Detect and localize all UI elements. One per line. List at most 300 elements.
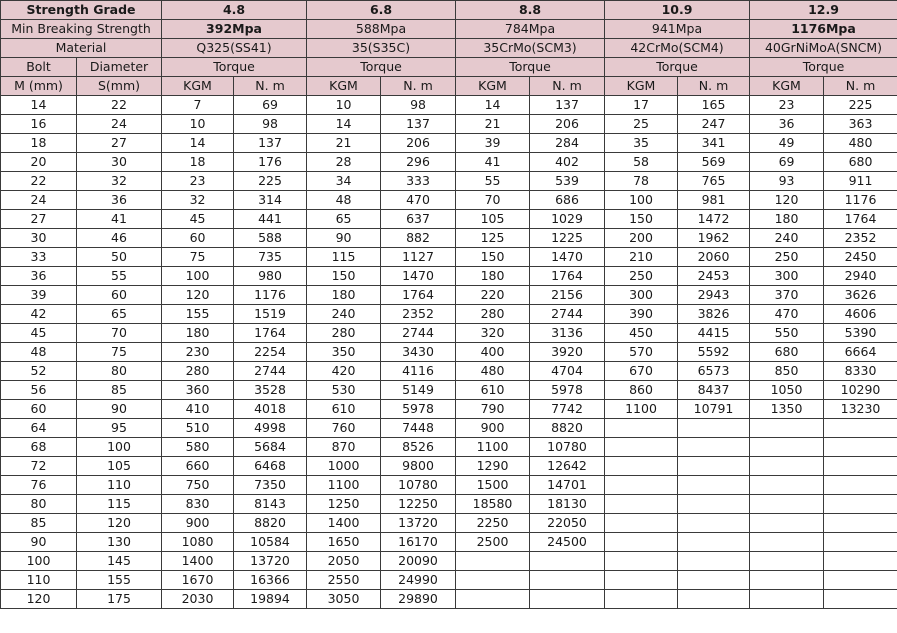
table-cell: 100 [77, 438, 162, 457]
table-cell: 686 [530, 191, 605, 210]
table-row [1, 457, 897, 476]
table-cell: 155 [77, 571, 162, 590]
table-cell: 33 [1, 248, 77, 267]
table-row [1, 324, 897, 343]
table-cell: 360 [162, 381, 234, 400]
table-cell: 410 [162, 400, 234, 419]
table-cell: 3528 [234, 381, 307, 400]
table-row [1, 248, 897, 267]
table-cell: 16 [1, 115, 77, 134]
table-cell: 5592 [678, 343, 750, 362]
table-cell: 49 [750, 134, 824, 153]
table-cell: 2050 [307, 552, 381, 571]
table-cell: 2744 [530, 305, 605, 324]
table-cell: 7448 [381, 419, 456, 438]
kgm-label: KGM [750, 77, 824, 96]
table-cell: 1000 [307, 457, 381, 476]
table-cell: 850 [750, 362, 824, 381]
table-cell: 3430 [381, 343, 456, 362]
table-cell [456, 571, 530, 590]
table-cell: 225 [824, 96, 897, 115]
table-row [1, 210, 897, 229]
breaking-strength-row [1, 20, 897, 39]
table-cell: 550 [750, 324, 824, 343]
table-header [1, 1, 897, 96]
table-cell: 2060 [678, 248, 750, 267]
breaking-strength-label: Min Breaking Strength [1, 20, 162, 39]
table-cell: 314 [234, 191, 307, 210]
table-cell: 1764 [381, 286, 456, 305]
nm-label: N. m [678, 77, 750, 96]
table-cell: 21 [307, 134, 381, 153]
material-label: Material [1, 39, 162, 58]
table-cell: 10 [307, 96, 381, 115]
table-cell: 70 [456, 191, 530, 210]
table-cell: 470 [381, 191, 456, 210]
table-cell: 735 [234, 248, 307, 267]
table-cell: 1100 [456, 438, 530, 457]
table-cell: 80 [1, 495, 77, 514]
table-cell: 2352 [824, 229, 897, 248]
table-cell: 165 [678, 96, 750, 115]
table-cell: 4415 [678, 324, 750, 343]
table-cell: 76 [1, 476, 77, 495]
table-cell: 1650 [307, 533, 381, 552]
table-cell: 8437 [678, 381, 750, 400]
table-cell: 10791 [678, 400, 750, 419]
table-cell: 24 [77, 115, 162, 134]
table-cell: 580 [162, 438, 234, 457]
table-cell: 2744 [234, 362, 307, 381]
table-cell: 22050 [530, 514, 605, 533]
table-cell: 130 [77, 533, 162, 552]
table-cell: 45 [1, 324, 77, 343]
table-cell [530, 590, 605, 609]
table-cell: 206 [530, 115, 605, 134]
table-cell: 8330 [824, 362, 897, 381]
table-cell [678, 419, 750, 438]
table-cell [750, 552, 824, 571]
table-cell: 7 [162, 96, 234, 115]
table-cell: 1080 [162, 533, 234, 552]
table-row [1, 286, 897, 305]
table-cell: 100 [605, 191, 678, 210]
table-cell [678, 552, 750, 571]
table-cell: 882 [381, 229, 456, 248]
table-cell: 200 [605, 229, 678, 248]
table-cell: 85 [77, 381, 162, 400]
breaking-strength-6-8: 588Mpa [307, 20, 456, 39]
table-cell: 20090 [381, 552, 456, 571]
table-row [1, 476, 897, 495]
table-cell: 680 [824, 153, 897, 172]
table-cell: 12250 [381, 495, 456, 514]
table-cell: 637 [381, 210, 456, 229]
table-row [1, 172, 897, 191]
table-cell: 27 [77, 134, 162, 153]
table-cell: 280 [307, 324, 381, 343]
table-cell: 12642 [530, 457, 605, 476]
table-cell: 1290 [456, 457, 530, 476]
grade-12-9: 12.9 [750, 1, 897, 20]
table-cell: 90 [307, 229, 381, 248]
table-cell: 16170 [381, 533, 456, 552]
table-cell: 569 [678, 153, 750, 172]
table-cell: 39 [1, 286, 77, 305]
table-cell: 5978 [530, 381, 605, 400]
torque-heading-row [1, 58, 897, 77]
table-cell: 20 [1, 153, 77, 172]
table-cell: 41 [456, 153, 530, 172]
table-cell [678, 438, 750, 457]
table-cell: 3136 [530, 324, 605, 343]
table-cell: 5149 [381, 381, 456, 400]
table-cell [750, 590, 824, 609]
table-cell: 137 [234, 134, 307, 153]
table-cell: 3826 [678, 305, 750, 324]
table-cell: 588 [234, 229, 307, 248]
table-cell: 911 [824, 172, 897, 191]
table-cell: 13230 [824, 400, 897, 419]
table-cell [678, 571, 750, 590]
table-cell: 370 [750, 286, 824, 305]
table-cell: 280 [162, 362, 234, 381]
table-cell: 36 [77, 191, 162, 210]
table-cell: 75 [162, 248, 234, 267]
torque-label-10-9: Torque [605, 58, 750, 77]
table-cell: 570 [605, 343, 678, 362]
table-cell: 65 [307, 210, 381, 229]
table-cell: 4116 [381, 362, 456, 381]
table-row [1, 229, 897, 248]
table-cell: 39 [456, 134, 530, 153]
table-cell: 230 [162, 343, 234, 362]
table-cell: 240 [307, 305, 381, 324]
table-cell: 900 [162, 514, 234, 533]
table-cell: 48 [307, 191, 381, 210]
table-cell [750, 533, 824, 552]
table-cell: 1519 [234, 305, 307, 324]
table-cell: 110 [77, 476, 162, 495]
table-cell: 6664 [824, 343, 897, 362]
table-cell: 115 [77, 495, 162, 514]
table-cell: 125 [456, 229, 530, 248]
table-cell: 333 [381, 172, 456, 191]
table-cell: 470 [750, 305, 824, 324]
table-cell: 13720 [234, 552, 307, 571]
table-row [1, 362, 897, 381]
table-cell: 36 [1, 267, 77, 286]
table-row [1, 571, 897, 590]
table-cell: 78 [605, 172, 678, 191]
table-row [1, 438, 897, 457]
table-cell: 18 [1, 134, 77, 153]
table-cell: 60 [162, 229, 234, 248]
table-cell: 60 [1, 400, 77, 419]
table-cell: 24 [1, 191, 77, 210]
table-cell: 69 [234, 96, 307, 115]
table-cell: 8820 [234, 514, 307, 533]
breaking-strength-4-8: 392Mpa [162, 20, 307, 39]
table-cell [530, 571, 605, 590]
table-cell: 41 [77, 210, 162, 229]
table-cell: 760 [307, 419, 381, 438]
table-cell: 1350 [750, 400, 824, 419]
table-cell: 4018 [234, 400, 307, 419]
table-cell: 5978 [381, 400, 456, 419]
table-cell: 180 [162, 324, 234, 343]
torque-label-4-8: Torque [162, 58, 307, 77]
table-cell: 105 [77, 457, 162, 476]
table-row [1, 343, 897, 362]
table-cell: 8526 [381, 438, 456, 457]
table-cell: 390 [605, 305, 678, 324]
table-cell: 23 [750, 96, 824, 115]
table-cell: 250 [605, 267, 678, 286]
table-cell: 220 [456, 286, 530, 305]
table-cell: 180 [750, 210, 824, 229]
material-row [1, 39, 897, 58]
table-cell [530, 552, 605, 571]
table-cell: 400 [456, 343, 530, 362]
table-cell: 68 [1, 438, 77, 457]
table-cell: 45 [162, 210, 234, 229]
table-cell: 2943 [678, 286, 750, 305]
material-4-8: Q325(SS41) [162, 39, 307, 58]
table-cell: 5390 [824, 324, 897, 343]
table-cell: 5684 [234, 438, 307, 457]
table-cell [605, 457, 678, 476]
table-cell [824, 590, 897, 609]
table-cell [750, 495, 824, 514]
table-cell: 1764 [824, 210, 897, 229]
table-cell: 14 [1, 96, 77, 115]
table-cell: 32 [77, 172, 162, 191]
table-cell: 180 [307, 286, 381, 305]
table-cell: 7742 [530, 400, 605, 419]
torque-label-6-8: Torque [307, 58, 456, 77]
strength-grade-row [1, 1, 897, 20]
kgm-label: KGM [456, 77, 530, 96]
table-cell: 35 [605, 134, 678, 153]
table-cell: 60 [77, 286, 162, 305]
table-cell: 95 [77, 419, 162, 438]
table-cell: 52 [1, 362, 77, 381]
table-cell: 2744 [381, 324, 456, 343]
table-cell: 18580 [456, 495, 530, 514]
table-cell: 29890 [381, 590, 456, 609]
table-cell: 42 [1, 305, 77, 324]
grade-8-8: 8.8 [456, 1, 605, 20]
table-cell: 980 [234, 267, 307, 286]
table-cell: 4998 [234, 419, 307, 438]
breaking-strength-10-9: 941Mpa [605, 20, 750, 39]
table-row [1, 115, 897, 134]
unit-row [1, 77, 897, 96]
table-cell [824, 514, 897, 533]
table-row [1, 590, 897, 609]
table-cell: 610 [456, 381, 530, 400]
table-cell: 22 [77, 96, 162, 115]
table-cell: 1176 [824, 191, 897, 210]
table-cell: 1764 [530, 267, 605, 286]
table-cell [456, 552, 530, 571]
table-cell: 830 [162, 495, 234, 514]
table-cell: 50 [77, 248, 162, 267]
table-cell: 1764 [234, 324, 307, 343]
table-cell: 24990 [381, 571, 456, 590]
table-cell: 10290 [824, 381, 897, 400]
table-cell [824, 419, 897, 438]
table-cell: 155 [162, 305, 234, 324]
table-cell: 98 [381, 96, 456, 115]
table-row [1, 514, 897, 533]
table-cell: 4704 [530, 362, 605, 381]
table-cell: 2453 [678, 267, 750, 286]
table-cell: 65 [77, 305, 162, 324]
table-cell: 150 [605, 210, 678, 229]
table-cell: 300 [750, 267, 824, 286]
table-row [1, 191, 897, 210]
table-cell: 2156 [530, 286, 605, 305]
table-cell [824, 495, 897, 514]
table-row [1, 381, 897, 400]
table-cell: 790 [456, 400, 530, 419]
table-cell: 660 [162, 457, 234, 476]
table-cell: 25 [605, 115, 678, 134]
table-cell: 1029 [530, 210, 605, 229]
table-cell: 46 [77, 229, 162, 248]
table-cell: 120 [750, 191, 824, 210]
table-cell: 80 [77, 362, 162, 381]
material-10-9: 42CrMo(SCM4) [605, 39, 750, 58]
table-cell: 441 [234, 210, 307, 229]
table-cell: 85 [1, 514, 77, 533]
table-cell: 14701 [530, 476, 605, 495]
table-cell: 3626 [824, 286, 897, 305]
nm-label: N. m [530, 77, 605, 96]
table-cell: 105 [456, 210, 530, 229]
table-cell: 247 [678, 115, 750, 134]
table-cell: 2500 [456, 533, 530, 552]
table-cell: 90 [77, 400, 162, 419]
table-cell: 284 [530, 134, 605, 153]
table-cell: 765 [678, 172, 750, 191]
table-cell: 320 [456, 324, 530, 343]
table-cell [678, 590, 750, 609]
table-cell: 402 [530, 153, 605, 172]
table-row [1, 400, 897, 419]
table-cell: 6468 [234, 457, 307, 476]
table-cell: 28 [307, 153, 381, 172]
table-cell: 18130 [530, 495, 605, 514]
table-cell: 10780 [381, 476, 456, 495]
table-cell [678, 533, 750, 552]
table-cell: 350 [307, 343, 381, 362]
grade-4-8: 4.8 [162, 1, 307, 20]
kgm-label: KGM [162, 77, 234, 96]
table-cell: 175 [77, 590, 162, 609]
table-row [1, 552, 897, 571]
table-cell [750, 476, 824, 495]
table-cell: 2030 [162, 590, 234, 609]
table-cell: 750 [162, 476, 234, 495]
bolt-label: Bolt [1, 58, 77, 77]
table-cell: 69 [750, 153, 824, 172]
table-cell: 300 [605, 286, 678, 305]
table-cell: 16366 [234, 571, 307, 590]
table-cell: 1670 [162, 571, 234, 590]
table-cell [678, 476, 750, 495]
diameter-label: Diameter [77, 58, 162, 77]
table-cell: 981 [678, 191, 750, 210]
kgm-label: KGM [605, 77, 678, 96]
table-cell: 539 [530, 172, 605, 191]
table-cell [824, 476, 897, 495]
table-cell: 176 [234, 153, 307, 172]
table-cell: 206 [381, 134, 456, 153]
table-cell: 8143 [234, 495, 307, 514]
table-cell: 480 [456, 362, 530, 381]
table-cell [824, 457, 897, 476]
table-cell: 2940 [824, 267, 897, 286]
table-cell [824, 552, 897, 571]
table-cell [824, 571, 897, 590]
table-cell: 32 [162, 191, 234, 210]
table-cell: 480 [824, 134, 897, 153]
table-cell: 48 [1, 343, 77, 362]
table-cell [678, 495, 750, 514]
table-cell [605, 476, 678, 495]
table-cell [605, 495, 678, 514]
table-cell: 280 [456, 305, 530, 324]
table-cell: 250 [750, 248, 824, 267]
table-cell: 1225 [530, 229, 605, 248]
table-cell [824, 533, 897, 552]
torque-label-12-9: Torque [750, 58, 897, 77]
table-cell: 137 [381, 115, 456, 134]
table-cell: 1400 [162, 552, 234, 571]
table-cell: 1962 [678, 229, 750, 248]
table-cell [750, 514, 824, 533]
nm-label: N. m [824, 77, 897, 96]
grade-10-9: 10.9 [605, 1, 750, 20]
m-mm-label: M (mm) [1, 77, 77, 96]
table-cell: 296 [381, 153, 456, 172]
table-cell: 8820 [530, 419, 605, 438]
table-cell [750, 571, 824, 590]
table-cell: 1472 [678, 210, 750, 229]
table-cell: 14 [456, 96, 530, 115]
table-cell: 137 [530, 96, 605, 115]
table-cell [750, 438, 824, 457]
breaking-strength-8-8: 784Mpa [456, 20, 605, 39]
table-cell [750, 457, 824, 476]
table-row [1, 305, 897, 324]
table-cell: 680 [750, 343, 824, 362]
table-cell: 13720 [381, 514, 456, 533]
table-cell [605, 552, 678, 571]
s-mm-label: S(mm) [77, 77, 162, 96]
table-row [1, 134, 897, 153]
table-cell: 93 [750, 172, 824, 191]
table-cell: 22 [1, 172, 77, 191]
kgm-label: KGM [307, 77, 381, 96]
table-cell: 2250 [456, 514, 530, 533]
table-cell: 27 [1, 210, 77, 229]
table-cell: 70 [77, 324, 162, 343]
table-cell: 610 [307, 400, 381, 419]
